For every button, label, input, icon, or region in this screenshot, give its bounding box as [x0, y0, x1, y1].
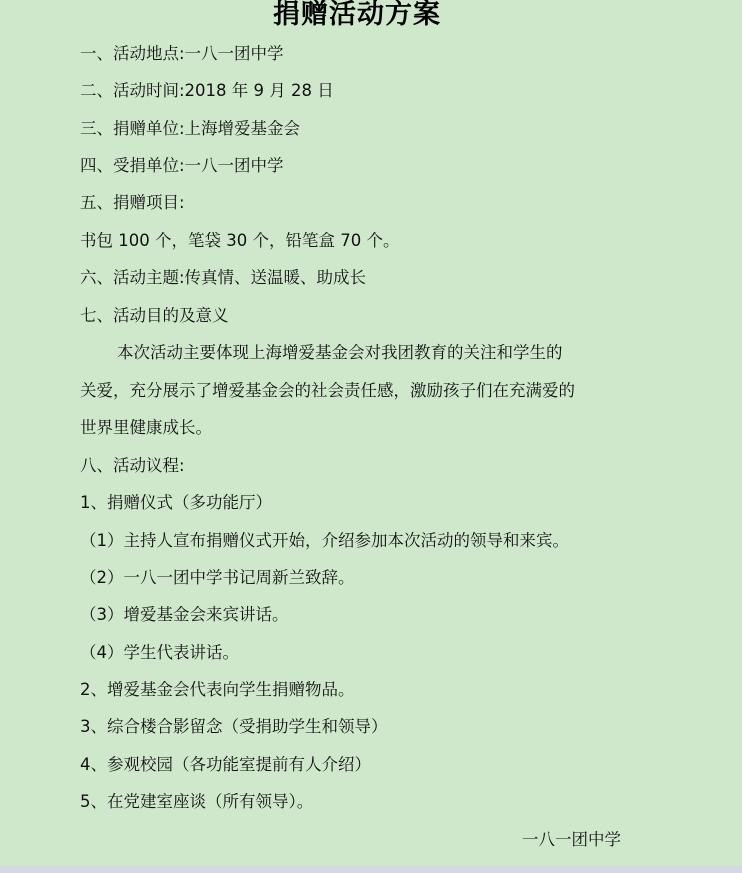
- line-time: 二、活动时间:2018 年 9 月 28 日: [80, 81, 334, 100]
- line-agenda-heading: 八、活动议程:: [80, 456, 185, 475]
- line-venue: 一、活动地点:一八一团中学: [80, 44, 284, 63]
- line-agenda-2: 2、增爱基金会代表向学生捐赠物品。: [80, 680, 355, 699]
- line-agenda-1: 1、捐赠仪式（多功能厅）: [80, 493, 272, 512]
- line-agenda-1-2: （2）一八一团中学书记周新兰致辞。: [80, 568, 355, 587]
- line-purpose-3: 世界里健康成长。: [80, 418, 212, 437]
- line-agenda-4: 4、参观校园（各功能室提前有人介绍）: [80, 755, 371, 774]
- line-agenda-3: 3、综合楼合影留念（受捐助学生和领导）: [80, 717, 388, 736]
- line-donor: 三、捐赠单位:上海增爱基金会: [80, 119, 301, 138]
- line-recipient: 四、受捐单位:一八一团中学: [80, 156, 284, 175]
- line-items-heading: 五、捐赠项目:: [80, 193, 185, 212]
- line-purpose-heading: 七、活动目的及意义: [80, 306, 229, 325]
- line-purpose-1: 本次活动主要体现上海增爱基金会对我团教育的关注和学生的: [117, 343, 563, 362]
- line-agenda-1-4: （4）学生代表讲话。: [80, 643, 239, 662]
- line-theme: 六、活动主题:传真情、送温暖、助成长: [80, 268, 367, 287]
- line-items: 书包 100 个，笔袋 30 个，铅笔盒 70 个。: [80, 231, 400, 250]
- signature: 一八一团中学: [522, 830, 621, 849]
- line-agenda-5: 5、在党建室座谈（所有领导）。: [80, 792, 314, 811]
- line-purpose-2: 关爱，充分展示了增爱基金会的社会责任感，激励孩子们在充满爱的: [80, 381, 575, 400]
- line-agenda-1-3: （3）增爱基金会来宾讲话。: [80, 605, 289, 624]
- line-agenda-1-1: （1）主持人宣布捐赠仪式开始，介绍参加本次活动的领导和来宾。: [80, 531, 569, 550]
- document-title: 捐赠活动方案: [273, 0, 441, 30]
